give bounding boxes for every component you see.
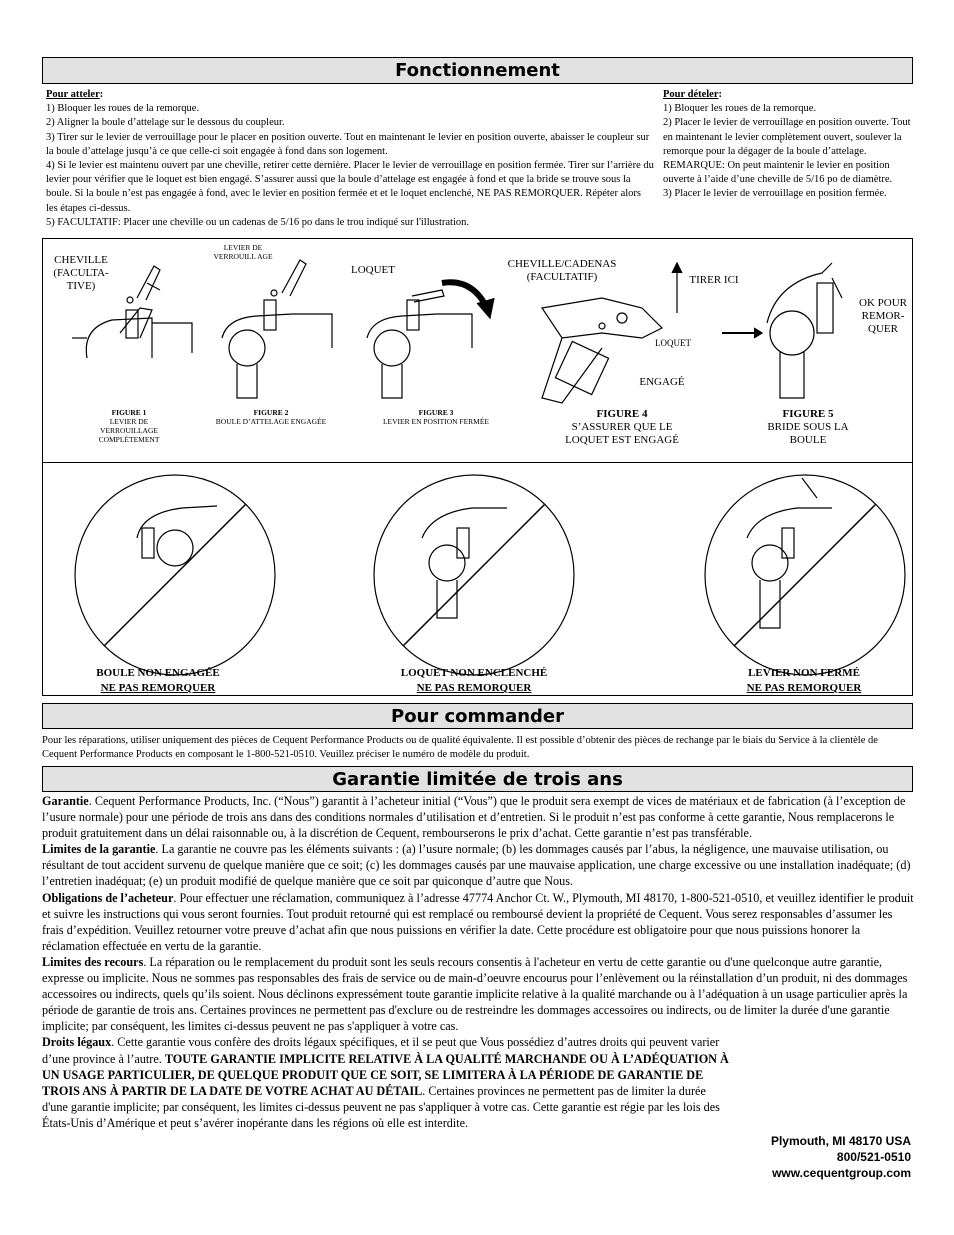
commander-header	[42, 703, 913, 729]
warning-line: BOULE NON ENGAGÉE	[96, 667, 220, 679]
garantie-paragraph	[42, 890, 914, 954]
warning-line: NE PAS REMORQUER	[746, 682, 862, 694]
garantie-paragraph	[42, 954, 914, 1034]
paragraph-text: . Pour effectuer une réclamation, communiquez à l’adresse 47774 Anchor Ct. W., Plymouth, MI 48170, 1-800-521-0510, et veuillez identifier le produit et suivre les instructions qui vous seront fournies. Tout produit retourné qui est remplacé ou remboursé devient la propriété de Cequent. Vous serez responsables d’assumer les frais d’expédition. Veuillez retourner votre preuve d’achat afin que nous puissions en vérifier la date. Cette procédure est obligatoire pour que nous puissions honorer la réclamation effectuée en vertu de la garantie.	[42, 890, 914, 953]
paragraph-text: . Cette garantie vous confère des droits légaux spécifiques, et il se peut que Vous possédiez d’autres droits qui peuvent varier d’une province à l’autre.	[42, 1035, 720, 1066]
warning-caption-2	[370, 666, 578, 696]
garantie-paragraph	[42, 793, 914, 841]
label-tirer-ici: TIRER ICI	[689, 274, 739, 286]
label-ok: OK POUR REMOR-QUER	[859, 297, 907, 335]
figure-number: FIGURE 5	[782, 408, 834, 420]
contact-phone: 800/521-0510	[836, 1150, 911, 1164]
garantie-header	[42, 766, 913, 792]
section-title: Fonctionnement	[395, 60, 560, 81]
label-cheville: CHEVILLE (FACULTA-TIVE)	[53, 254, 109, 292]
section-title: Garantie limitée de trois ans	[332, 769, 623, 790]
figure-text: BOULE D’ATTELAGE ENGAGÉE	[215, 417, 327, 426]
label-cheville-cadenas: CHEVILLE/CADENAS (FACULTATIF)	[507, 258, 617, 283]
deteler-step: 2) Placer le levier de verrouillage en position ouverte. Tout en maintenant le levier complètement ouvert, soulever la remorque pour la dégager de la boule d’attelage. REMARQUE: On peut maintenir le levier en position ouverte à l’aide d’une cheville de 5/16 po de diamètre.	[663, 117, 911, 186]
coupler-figure-2	[222, 260, 332, 398]
figure-text: S’ASSURER QUE LE LOQUET EST ENGAGÉ	[565, 421, 679, 446]
figure-5-caption	[750, 408, 866, 447]
figure-illustrations	[42, 238, 913, 696]
atteler-step: 4) Si le levier est maintenu ouvert par une cheville, retirer cette dernière. Placer le levier de verrouillage en position fermée. Tirer sur l’arrière du levier pour vérifier que le loquet est bien engagé. S’assurer aussi que la boule d’attelage est engagée à fond et que la bride se trouve sous la boule. Si la boule n’est pas engagée à fond, avec le levier en position fermée et et le loquet enclenché, NE PAS REMORQUER. Répéter alors les étapes ci-dessus.	[46, 160, 654, 214]
warning-circle-1	[75, 475, 275, 675]
deteler-step: 3) Placer le levier de verrouillage en position fermée.	[663, 188, 887, 200]
paragraph-heading: Limites des recours	[42, 954, 144, 969]
coupler-figure-5	[767, 263, 842, 398]
coupler-figure-3	[367, 290, 472, 398]
atteler-step: 1) Bloquer les roues de la remorque.	[46, 103, 200, 115]
paragraph-bold: TOUTE GARANTIE IMPLICITE RELATIVE À LA QUALITÉ MARCHANDE OU À L’ADÉQUATION À UN USAGE PARTICULIER, DE QUELQUE PRODUIT QUE CE SOIT, SE LIMITERA À LA PÉRIODE DE GARANTIE DE TROIS ANS À PARTIR DE LA DATE DE VOTRE ACHAT AU DÉTAIL	[42, 1051, 729, 1098]
label-engage: ENGAGÉ	[639, 376, 685, 388]
figure-3-caption	[360, 408, 512, 426]
figure-number: FIGURE 3	[418, 408, 454, 417]
figure-4-caption	[552, 408, 692, 447]
figure-2-caption	[196, 408, 346, 426]
paragraph-heading: Droits légaux	[42, 1035, 112, 1050]
atteler-step: 5) FACULTATIF: Placer une cheville ou un cadenas de 5/16 po dans le trou indiqué sur l'illustration.	[46, 216, 470, 228]
label-loquet-small: LOQUET	[655, 338, 691, 348]
figure-number: FIGURE 4	[596, 408, 648, 420]
warning-caption-1	[70, 666, 246, 696]
warning-line: NE PAS REMORQUER	[416, 682, 532, 694]
warning-caption-3	[716, 666, 892, 696]
warning-line: NE PAS REMORQUER	[100, 682, 216, 694]
paragraph-heading: Obligations de l’acheteur	[42, 890, 174, 905]
deteler-step: 1) Bloquer les roues de la remorque.	[663, 103, 817, 115]
atteler-step: 3) Tirer sur le levier de verrouillage pour le placer en position ouverte. Tout en maintenant le levier en position ouverte, abaisser le coupleur sur la boule d’attelage jusqu’à ce que celle-ci soit engagée à fond dans son logement.	[46, 131, 650, 157]
warning-line: LOQUET NON ENCLENCHÉ	[400, 667, 548, 679]
paragraph-text: . Cequent Performance Products, Inc. (“Nous”) garantit à l’acheteur initial (“Vous”) que le produit sera exempt de vices de matériaux et de fabrication (à l’exception de l’usure normale) pour une période de trois ans dans des conditions normales d’utilisation et d’entretien. Si le produit n’est pas conforme à cette garantie, Nous remplacerons le produit gratuitement dans un délai raisonnable ou, à la discrétion de Cequent, rembourserons le prix d’achat. Cette garantie n’est pas transférable.	[42, 794, 906, 841]
paragraph-text: . Certaines provinces ne permettent pas de limiter la durée d'une garantie implicite; par conséquent, les limites ci-dessus peuvent ne pas s'appliquer à votre cas. Cette garantie est régie par les lois des États-Unis d’Amérique et peut s’avérer inopérante dans les régions où elle est interdite.	[42, 1083, 720, 1130]
deteler-heading: Pour dételer	[663, 89, 719, 100]
atteler-heading: Pour atteler	[46, 89, 100, 100]
contact-website: www.cequentgroup.com	[772, 1166, 911, 1180]
contact-city: Plymouth, MI 48170 USA	[770, 1134, 911, 1148]
garantie-body	[42, 793, 914, 1131]
figure-text: LEVIER EN POSITION FERMÉE	[382, 417, 490, 426]
deteler-instructions: Pour dételer: 1) Bloquer les roues de la remorque. 2) Placer le levier de verrouillage en position ouverte. Tout en maintenant le levier complètement ouvert, soulever la remorque pour la dégager de la boule d’attelage. REMARQUE: On peut maintenir le levier en position ouverte à l’aide d’une cheville de 5/16 po de diamètre. 3) Placer le levier de verrouillage en position fermée.	[663, 88, 911, 202]
paragraph-heading: Limites de la garantie	[42, 842, 156, 857]
warning-circle-2	[374, 475, 574, 675]
figure-number: FIGURE 2	[253, 408, 289, 417]
contact-block	[771, 1133, 911, 1181]
paragraph-text: . La garantie ne couvre pas les éléments suivants : (a) l’usure normale; (b) les dommages causés par l’abus, la négligence, une mauvaise utilisation, ou résultant de tout accident survenu de quelque manière que ce soit; (c) les dommages causés par une mauvaise application, une charge excessive ou une installation inadéquate; (d) l’entretien inadéquat; (e) un produit modifié de quelque manière que ce soit par quiconque d’autre que Nous.	[42, 842, 911, 889]
commander-text: Pour les réparations, utiliser uniquement des pièces de Cequent Performance Products ou de qualité équivalente. Il est possible d’obtenir des pièces de rechange par le biais du Service à la clientèle de Cequent Performance Products en composant le 1-800-521-0510. Veuillez préciser le numéro de modèle du produit.	[42, 735, 878, 761]
section-title: Pour commander	[391, 706, 564, 727]
warning-line: LEVIER NON FERMÉ	[748, 667, 860, 679]
label-loquet: LOQUET	[351, 264, 395, 276]
figure-text: BRIDE SOUS LA BOULE	[767, 421, 849, 446]
figure-1-caption	[86, 408, 172, 444]
garantie-paragraph	[42, 841, 914, 889]
atteler-step: 2) Aligner la boule d’attelage sur le dessous du coupleur.	[46, 117, 285, 129]
paragraph-heading: Garantie	[42, 794, 89, 808]
paragraph-text: . La réparation ou le remplacement du produit sont les seuls recours consentis à l'acheteur en vertu de cette garantie ou d'une quelconque autre garantie, expresse ou implicite. Nous ne sommes pas responsables des frais de service ou de main-d’oeuvre encourus pour l’enlèvement ou la réinstallation d’un produit, ni des dommages accessoires ou indirects, quels qu’ils soient. Nous déclinons expressément toute garantie implicite relative à la qualité marchande ou à l’adéquation à un usage particulier après la période de garantie de trois ans. Certaines provinces ne permettent pas d'exclure ou de restreindre les dommages accessoires ou indirects, ou de limiter la durée d'une garantie implicite; par conséquent, les limites ci-dessus peuvent ne pas s'appliquer à votre cas.	[42, 954, 908, 1034]
atteler-instructions: Pour atteler: 1) Bloquer les roues de la remorque. 2) Aligner la boule d’attelage sur le dessous du coupleur. 3) Tirer sur le levier de verrouillage pour le placer en position ouverte. Tout en maintenant le levier en position ouverte, abaisser le coupleur sur la boule d’attelage jusqu’à ce que celle-ci soit engagée à fond dans son logement. 4) Si le levier est maintenu ouvert par une cheville, retirer cette dernière. Placer le levier de verrouillage en position fermée. Tirer sur l’arrière du levier pour vérifier que le loquet est bien engagé. S’assurer aussi que la boule d’attelage est engagée à fond et que la bride se trouve sous la boule. Si la boule n’est pas engagée à fond, avec le levier en position fermée et et le loquet enclenché, NE PAS REMORQUER. Répéter alors les étapes ci-dessus. 5) FACULTATIF: Placer une cheville ou un cadenas de 5/16 po dans le trou indiqué sur l'illustration.	[46, 88, 654, 230]
garantie-paragraph	[42, 1034, 732, 1131]
figure-number: FIGURE 1	[111, 408, 147, 417]
label-levier: LEVIER DE VERROUILL AGE	[213, 243, 273, 261]
warning-circle-3	[705, 475, 905, 675]
fonctionnement-header	[42, 57, 913, 84]
figure-text: LEVIER DE VERROUILLAGE COMPLÈTEMENT	[98, 417, 160, 444]
